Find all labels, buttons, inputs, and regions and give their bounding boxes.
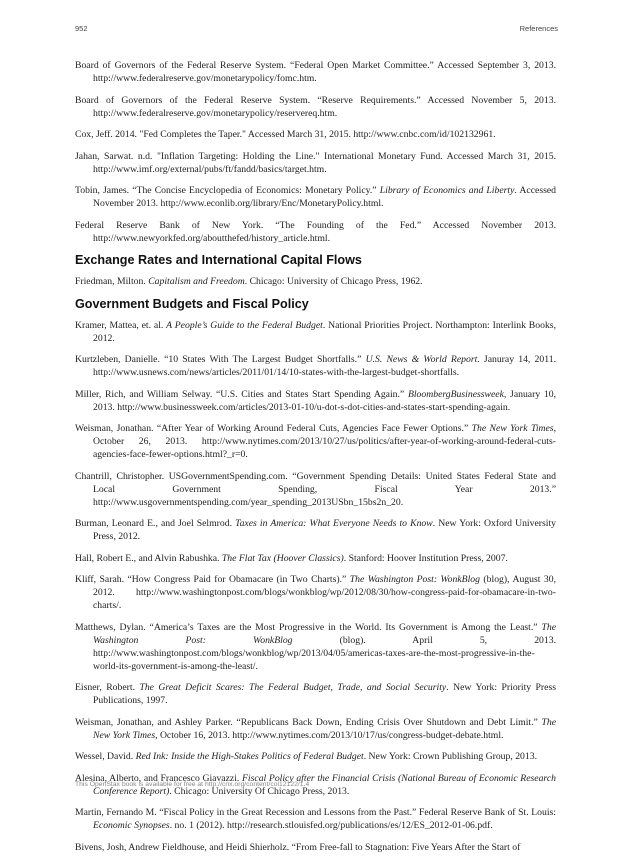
reference-entry xyxy=(75,716,556,742)
reference-text: Board of Governors of the Federal Reserve System. “Reserve Requirements.” Accessed November 5, 2013. http://www.federalreserve.gov/monetarypolicy/reservereq.htm. xyxy=(75,94,556,119)
reference-entry xyxy=(75,94,556,120)
reference-entry xyxy=(75,552,556,565)
reference-text: (blog), August 30, 2012. http://www.washingtonpost.com/blogs/wonkblog/wp/2012/08/30/how-congress-paid-for-obamacare-in-two-charts/. xyxy=(93,574,556,611)
reference-entry xyxy=(75,422,556,461)
reference-text: Martin, Fernando M. “Fiscal Policy in the Great Recession and Lessons from the Past.” Federal Reserve Bank of St. Louis: xyxy=(75,807,556,818)
reference-text: Board of Governors of the Federal Reserve System. “Federal Open Market Committee.” Accessed September 3, 2013. http://www.federalreserve.gov/monetarypolicy/fomc.htm. xyxy=(75,60,556,84)
reference-text: Chantrill, Christopher. USGovernmentSpending.com. “Government Spending Details: United States Federal State and Local Government Spending, Fiscal Year 2013.” http://www.usgovernmentspending.com/year_spending_2013USbn_15bs2n_20. xyxy=(75,470,556,508)
reference-entry xyxy=(75,150,556,176)
reference-text: Eisner, Robert. xyxy=(75,682,140,693)
reference-entry xyxy=(75,573,556,612)
reference-title-italic: Red Ink: Inside the High-Stakes Politics of Federal Budget xyxy=(135,751,364,762)
reference-text: Friedman, Milton. xyxy=(75,276,149,287)
reference-text: . Accessed November 2013. http://www.econlib.org/library/Enc/MonetaryPolicy.html. xyxy=(93,185,556,209)
reference-text: Miller, Rich, and William Selway. “U.S. Cities and States Start Spending Again.” xyxy=(75,388,408,400)
reference-text: Tobin, James. “The Concise Encyclopedia of Economics: Monetary Policy.” xyxy=(75,185,380,196)
reference-title-italic: The Washington Post: WonkBlog xyxy=(93,621,556,646)
reference-title-italic: A People’s Guide to the Federal Budget xyxy=(166,319,323,331)
reference-text: Federal Reserve Bank of New York. “The Founding of the Fed.” Accessed November 2013. http://www.newyorkfed.org/aboutthefed/history_article.html. xyxy=(75,219,556,244)
reference-text: (blog). April 5, 2013. http://www.washingtonpost.com/blogs/wonkblog/wp/2013/04/05/americas-taxes-are-the-most-progressive-in-the-world-its-government-is-among-the-least/. xyxy=(93,634,556,672)
reference-text: , January 10, 2013. http://www.businessweek.com/articles/2013-01-10/u-dot-s-dot-cities-and-states-start-spending-again. xyxy=(93,388,556,413)
reference-text: , October 16, 2013. http://www.nytimes.com/2013/10/17/us/congress-budget-debate.html. xyxy=(155,729,504,741)
reference-text: Jahan, Sarwat. n.d. "Inflation Targeting: Holding the Line." International Monetary Fund. Accessed March 31, 2015. http://www.imf.org/external/pubs/ft/fandd/basics/target.htm. xyxy=(75,150,556,175)
section-heading-government-budgets: Government Budgets and Fiscal Policy xyxy=(75,296,309,311)
reference-text: . Januray 14, 2011. http://www.usnews.com/news/articles/2011/01/14/10-states-with-the-largest-budget-shortfalls. xyxy=(93,354,556,378)
reference-text: , October 26, 2013. http://www.nytimes.com/2013/10/27/us/politics/after-year-of-working-around-federal-cuts-agencies-face-fewer-options.html?_r=0. xyxy=(93,423,557,460)
reference-entry xyxy=(75,319,556,345)
reference-title-italic: BloombergBusinessweek xyxy=(407,388,504,400)
reference-text: Hall, Robert E., and Alvin Rabushka. xyxy=(75,552,222,564)
reference-text: Burman, Leonard E., and Joel Selmrod. xyxy=(75,518,236,529)
reference-text: . no. 1 (2012). http://research.stlouisfed.org/publications/es/12/ES_2012-01-06.pdf. xyxy=(169,820,493,831)
page-footer: This OpenStax book is available for free at http://cnx.org/content/col12122/1.4 xyxy=(75,781,310,788)
reference-text: Matthews, Dylan. “America’s Taxes are the Most Progressive in the World. Its Government is Among the Least.” xyxy=(75,621,542,633)
reference-title-italic: U.S. News & World Report xyxy=(365,354,478,365)
reference-text: Cox, Jeff. 2014. "Fed Completes the Taper." Accessed March 31, 2015. http://www.cnbc.com/id/102132961. xyxy=(75,129,496,140)
reference-entry xyxy=(75,517,556,543)
references-content xyxy=(75,59,556,862)
reference-entry xyxy=(75,470,556,509)
reference-entry xyxy=(75,353,556,379)
reference-title-italic: The New York Times xyxy=(93,716,556,741)
government-budgets-references xyxy=(75,319,556,854)
reference-entry xyxy=(75,750,556,763)
reference-entry xyxy=(75,806,556,832)
reference-entry xyxy=(75,681,556,707)
reference-entry xyxy=(75,275,556,288)
reference-title-italic: Fiscal Policy after the Financial Crisis (National Bureau of Economic Research Conference Report) xyxy=(93,772,556,797)
monetary-policy-references xyxy=(75,59,556,245)
section-heading-exchange-rates: Exchange Rates and International Capital Flows xyxy=(75,253,362,267)
page-number: 952 xyxy=(75,24,88,33)
reference-text: . Chicago: University Of Chicago Press, 2013. xyxy=(169,785,350,797)
reference-text: Kurtzleben, Danielle. “10 States With The Largest Budget Shortfalls.” xyxy=(75,354,366,365)
reference-text: . Stanford: Hoover Institution Press, 2007. xyxy=(343,552,508,564)
running-section-title: References xyxy=(519,24,558,33)
reference-text: . New York: Oxford University Press, 2012. xyxy=(93,518,556,542)
reference-text: . Chicago: University of Chicago Press, 1962. xyxy=(244,276,423,287)
reference-text: Weisman, Jonathan, and Ashley Parker. “Republicans Back Down, Ending Crisis Over Shutdown and Debt Limit.” xyxy=(75,716,542,728)
reference-title-italic: The Great Deficit Scares: The Federal Budget, Trade, and Social Security xyxy=(139,682,447,693)
reference-entry xyxy=(75,184,556,210)
reference-text: Bivens, Josh, Andrew Fieldhouse, and Heidi Shierholz. “From Free-fall to Stagnation: Five Years After the Start of xyxy=(75,841,521,853)
reference-text: . National Priorities Project. Northampton: Interlink Books, 2012. xyxy=(93,319,556,344)
exchange-rates-references xyxy=(75,275,556,288)
reference-entry xyxy=(75,621,556,673)
reference-title-italic: Taxes in America: What Everyone Needs to Know xyxy=(235,518,433,529)
reference-title-italic: The Washington Post: WonkBlog xyxy=(349,574,480,585)
reference-entry xyxy=(75,388,556,414)
reference-title-italic: The New York Times xyxy=(471,423,554,434)
reference-text: Alesina, Alberto, and Francesco Giavazzi. xyxy=(75,772,243,784)
reference-text: Weisman, Jonathan. “After Year of Working Around Federal Cuts, Agencies Face Fewer Options.” xyxy=(75,423,472,434)
reference-entry xyxy=(75,59,556,85)
reference-entry xyxy=(75,128,556,141)
reference-text: . New York: Crown Publishing Group, 2013. xyxy=(363,751,538,762)
reference-title-italic: Capitalism and Freedom xyxy=(148,276,245,287)
reference-text: Kramer, Mattea, et. al. xyxy=(75,319,167,331)
reference-text: . New York: Priority Press Publications, 1997. xyxy=(93,682,556,706)
reference-title-italic: Library of Economics and Liberty xyxy=(379,185,515,196)
reference-entry xyxy=(75,841,556,854)
reference-title-italic: The Flat Tax (Hoover Classics) xyxy=(221,552,344,564)
reference-entry xyxy=(75,219,556,245)
reference-title-italic: Economic Synopses xyxy=(93,820,170,831)
reference-text: Kliff, Sarah. “How Congress Paid for Obamacare (in Two Charts).” xyxy=(75,574,350,585)
reference-text: Wessel, David. xyxy=(75,751,136,762)
